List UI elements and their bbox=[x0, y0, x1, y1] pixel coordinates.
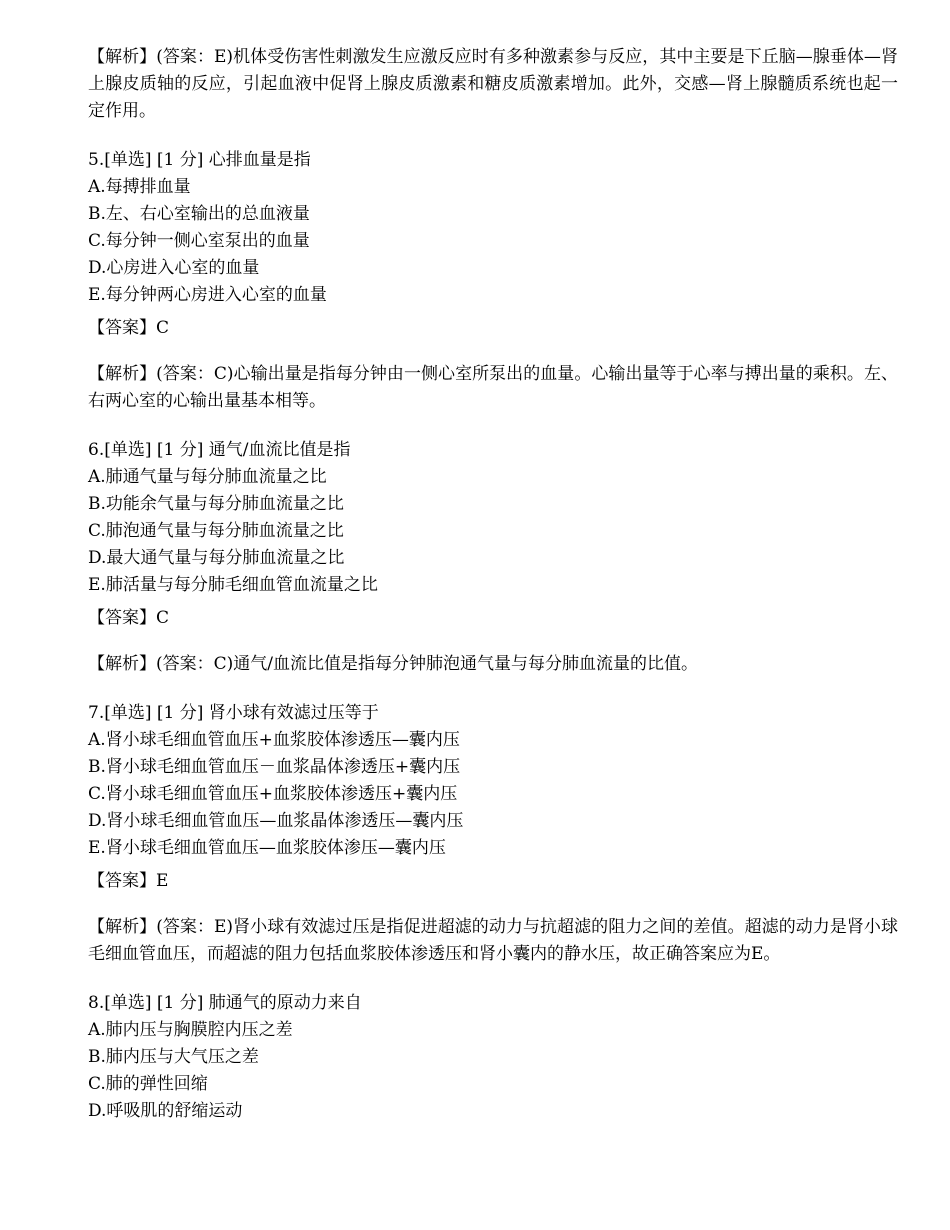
question-7 bbox=[88, 700, 898, 968]
question-stem: 6.[单选] [1 分] 通气/血流比值是指 bbox=[88, 440, 351, 460]
answer-line: 【答案】E bbox=[88, 871, 169, 891]
option-c: C.肺泡通气量与每分肺血流量之比 bbox=[88, 521, 344, 541]
option-c: C.肾小球毛细血管血压+血浆胶体渗透压+囊内压 bbox=[88, 784, 458, 804]
answer-line: 【答案】C bbox=[88, 318, 170, 338]
option-a: A.每搏排血量 bbox=[88, 177, 191, 197]
question-8 bbox=[88, 990, 898, 1125]
option-e: E.每分钟两心房进入心室的血量 bbox=[88, 285, 327, 305]
option-d: D.呼吸肌的舒缩运动 bbox=[88, 1101, 243, 1121]
option-a: A.肾小球毛细血管血压+血浆胶体渗透压—囊内压 bbox=[88, 730, 460, 750]
document-content bbox=[88, 44, 898, 1125]
option-b: B.左、右心室输出的总血液量 bbox=[88, 204, 310, 224]
option-b: B.肺内压与大气压之差 bbox=[88, 1047, 259, 1067]
option-e: E.肾小球毛细血管血压—血浆胶体渗压—囊内压 bbox=[88, 838, 446, 858]
explanation: 【解析】(答案：E)肾小球有效滤过压是指促进超滤的动力与抗超滤的阻力之间的差值。超滤的动力是肾小球毛细血管血压，而超滤的阻力包括血浆胶体渗透压和肾小囊内的静水压，故正确答案应为E。 bbox=[88, 917, 898, 964]
question-6 bbox=[88, 437, 898, 678]
option-d: D.心房进入心室的血量 bbox=[88, 258, 260, 278]
question-stem: 5.[单选] [1 分] 心排血量是指 bbox=[88, 150, 311, 170]
explanation: 【解析】(答案：C)通气/血流比值是指每分钟肺泡通气量与每分肺血流量的比值。 bbox=[88, 654, 698, 674]
option-c: C.肺的弹性回缩 bbox=[88, 1074, 208, 1094]
question-5 bbox=[88, 147, 898, 415]
answer-line: 【答案】C bbox=[88, 608, 170, 628]
question-stem: 8.[单选] [1 分] 肺通气的原动力来自 bbox=[88, 993, 362, 1013]
option-b: B.肾小球毛细血管血压－血浆晶体渗透压+囊内压 bbox=[88, 757, 461, 777]
option-d: D.最大通气量与每分肺血流量之比 bbox=[88, 548, 345, 568]
explanation-q4: 【解析】(答案：E)机体受伤害性刺激发生应激反应时有多种激素参与反应，其中主要是下丘脑—腺垂体—肾上腺皮质轴的反应，引起血液中促肾上腺皮质激素和糖皮质激素增加。此外，交感—肾上腺髓质系统也起一定作用。 bbox=[88, 47, 898, 121]
explanation: 【解析】(答案：C)心输出量是指每分钟由一侧心室所泵出的血量。心输出量等于心率与搏出量的乘积。左、右两心室的心输出量基本相等。 bbox=[88, 364, 898, 411]
option-a: A.肺通气量与每分肺血流量之比 bbox=[88, 467, 327, 487]
option-c: C.每分钟一侧心室泵出的血量 bbox=[88, 231, 310, 251]
option-d: D.肾小球毛细血管血压—血浆晶体渗透压—囊内压 bbox=[88, 811, 464, 831]
option-a: A.肺内压与胸膜腔内压之差 bbox=[88, 1020, 293, 1040]
question-stem: 7.[单选] [1 分] 肾小球有效滤过压等于 bbox=[88, 703, 379, 723]
option-e: E.肺活量与每分肺毛细血管血流量之比 bbox=[88, 575, 378, 595]
option-b: B.功能余气量与每分肺血流量之比 bbox=[88, 494, 344, 514]
